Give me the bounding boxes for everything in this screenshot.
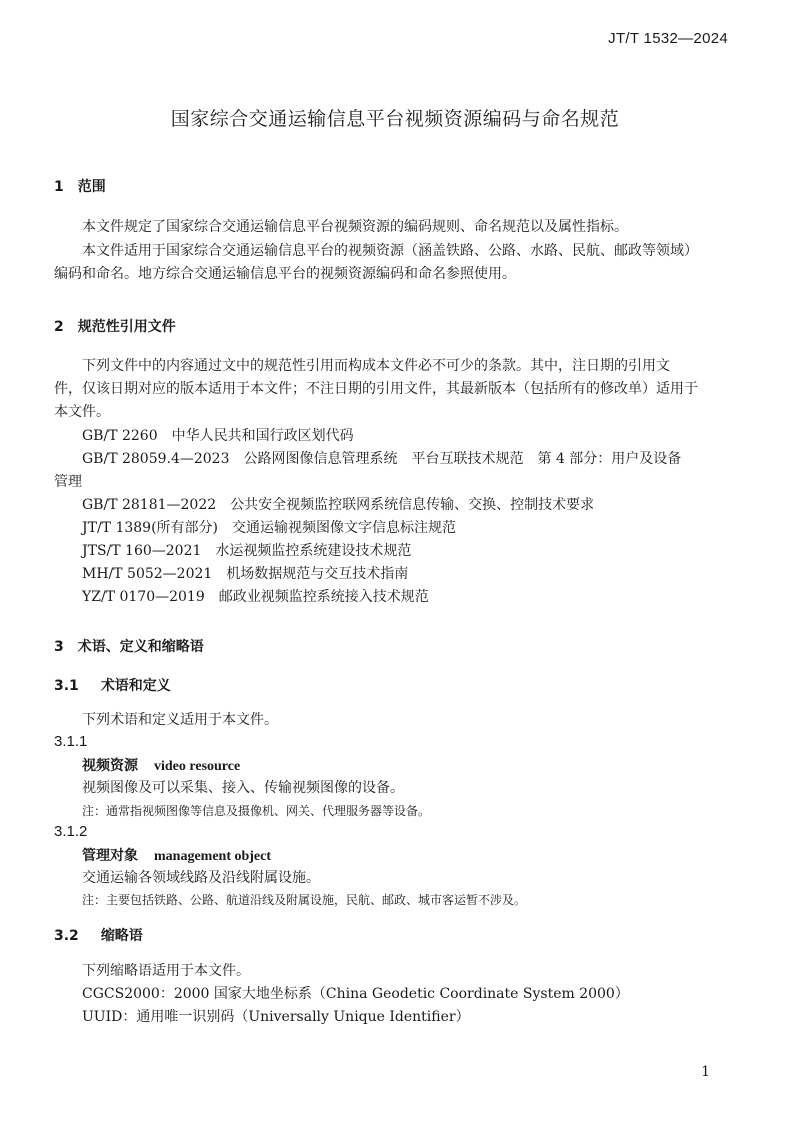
term-number: 3.1.2	[54, 823, 88, 840]
reference-item	[82, 540, 411, 563]
reference-item	[82, 494, 594, 517]
reference-code: MH/T 5052—2021	[82, 566, 213, 582]
section-3-heading	[54, 636, 204, 656]
reference-code: GB/T 28059.4—2023	[82, 451, 230, 467]
terms-intro: 下列术语和定义适用于本文件。	[82, 712, 278, 728]
term-heading	[82, 845, 271, 865]
abbreviation-item: UUID：通用唯一识别码（Universally Unique Identifier）	[82, 1009, 470, 1025]
scope-paragraph-1: 本文件规定了国家综合交通运输信息平台视频资源的编码规则、命名规范以及属性指标。	[82, 219, 628, 235]
term-chinese: 视频资源	[82, 758, 138, 774]
abbr-intro: 下列缩略语适用于本文件。	[82, 963, 250, 979]
section-3-1-heading	[54, 675, 171, 695]
term-definition: 视频图像及可以采集、接入、传输视频图像的设备。	[82, 780, 404, 796]
reference-code: GB/T 28181—2022	[82, 497, 217, 513]
section-title: 规范性引用文件	[77, 319, 176, 335]
term-english: management object	[154, 849, 272, 864]
reference-title: 公共安全视频监控联网系统信息传输、交换、控制技术要求	[230, 497, 595, 513]
reference-code: JT/T 1389(所有部分)	[82, 520, 219, 536]
term-note: 注：主要包括铁路、公路、航道沿线及附属设施，民航、邮政、城市客运暂不涉及。	[82, 893, 527, 907]
reference-code: GB/T 2260	[82, 428, 158, 444]
term-number: 3.1.1	[54, 733, 88, 750]
reference-item-continuation: 管理	[54, 474, 82, 490]
section-number: 3.1	[54, 678, 79, 694]
reference-item	[82, 425, 354, 448]
section-number: 2	[54, 319, 64, 335]
section-title: 术语、定义和缩略语	[77, 639, 204, 655]
reference-item	[82, 517, 456, 540]
reference-title: 公路网图像信息管理系统 平台互联技术规范 第 4 部分：用户及设备	[243, 451, 682, 467]
reference-item	[82, 563, 408, 586]
document-code: JT/T 1532—2024	[608, 30, 728, 47]
term-note: 注：通常指视频图像等信息及摄像机、网关、代理服务器等设备。	[82, 804, 431, 818]
section-2-heading	[54, 316, 176, 336]
reference-title: 机场数据规范与交互技术指南	[226, 566, 409, 582]
refs-intro-c: 本文件。	[54, 404, 110, 420]
refs-intro-b: 件，仅该日期对应的版本适用于本文件；不注日期的引用文件，其最新版本（包括所有的修改单）适用于	[54, 381, 698, 397]
scope-paragraph-2a: 本文件适用于国家综合交通运输信息平台的视频资源（涵盖铁路、公路、水路、民航、邮政等领域）	[82, 243, 698, 259]
reference-title: 交通运输视频图像文字信息标注规范	[232, 520, 457, 536]
section-title: 缩略语	[100, 928, 143, 944]
section-title: 术语和定义	[100, 678, 171, 694]
abbreviation-item: CGCS2000：2000 国家大地坐标系（China Geodetic Coordinate System 2000）	[82, 986, 629, 1002]
page-number: 1	[701, 1064, 710, 1080]
section-1-heading	[54, 176, 106, 196]
document-title: 国家综合交通运输信息平台视频资源编码与命名规范	[170, 108, 620, 130]
reference-title: 邮政业视频监控系统接入技术规范	[218, 589, 429, 605]
term-heading	[82, 755, 240, 775]
section-3-2-heading	[54, 925, 143, 945]
refs-intro-a: 下列文件中的内容通过文中的规范性引用而构成本文件必不可少的条款。其中，注日期的引用文	[82, 358, 670, 374]
section-title: 范围	[77, 179, 106, 195]
reference-title: 水运视频监控系统建设技术规范	[215, 543, 412, 559]
reference-title: 中华人民共和国行政区划代码	[171, 428, 354, 444]
scope-paragraph-2b: 编码和命名。地方综合交通运输信息平台的视频资源编码和命名参照使用。	[54, 266, 516, 282]
term-english: video resource	[154, 759, 241, 774]
reference-item	[82, 586, 429, 609]
term-definition: 交通运输各领域线路及沿线附属设施。	[82, 870, 320, 886]
section-number: 3	[54, 639, 64, 655]
section-number: 3.2	[54, 928, 79, 944]
reference-code: JTS/T 160—2021	[82, 543, 202, 559]
reference-item	[82, 448, 681, 471]
term-chinese: 管理对象	[82, 848, 138, 864]
reference-code: YZ/T 0170—2019	[82, 589, 205, 605]
section-number: 1	[54, 179, 64, 195]
